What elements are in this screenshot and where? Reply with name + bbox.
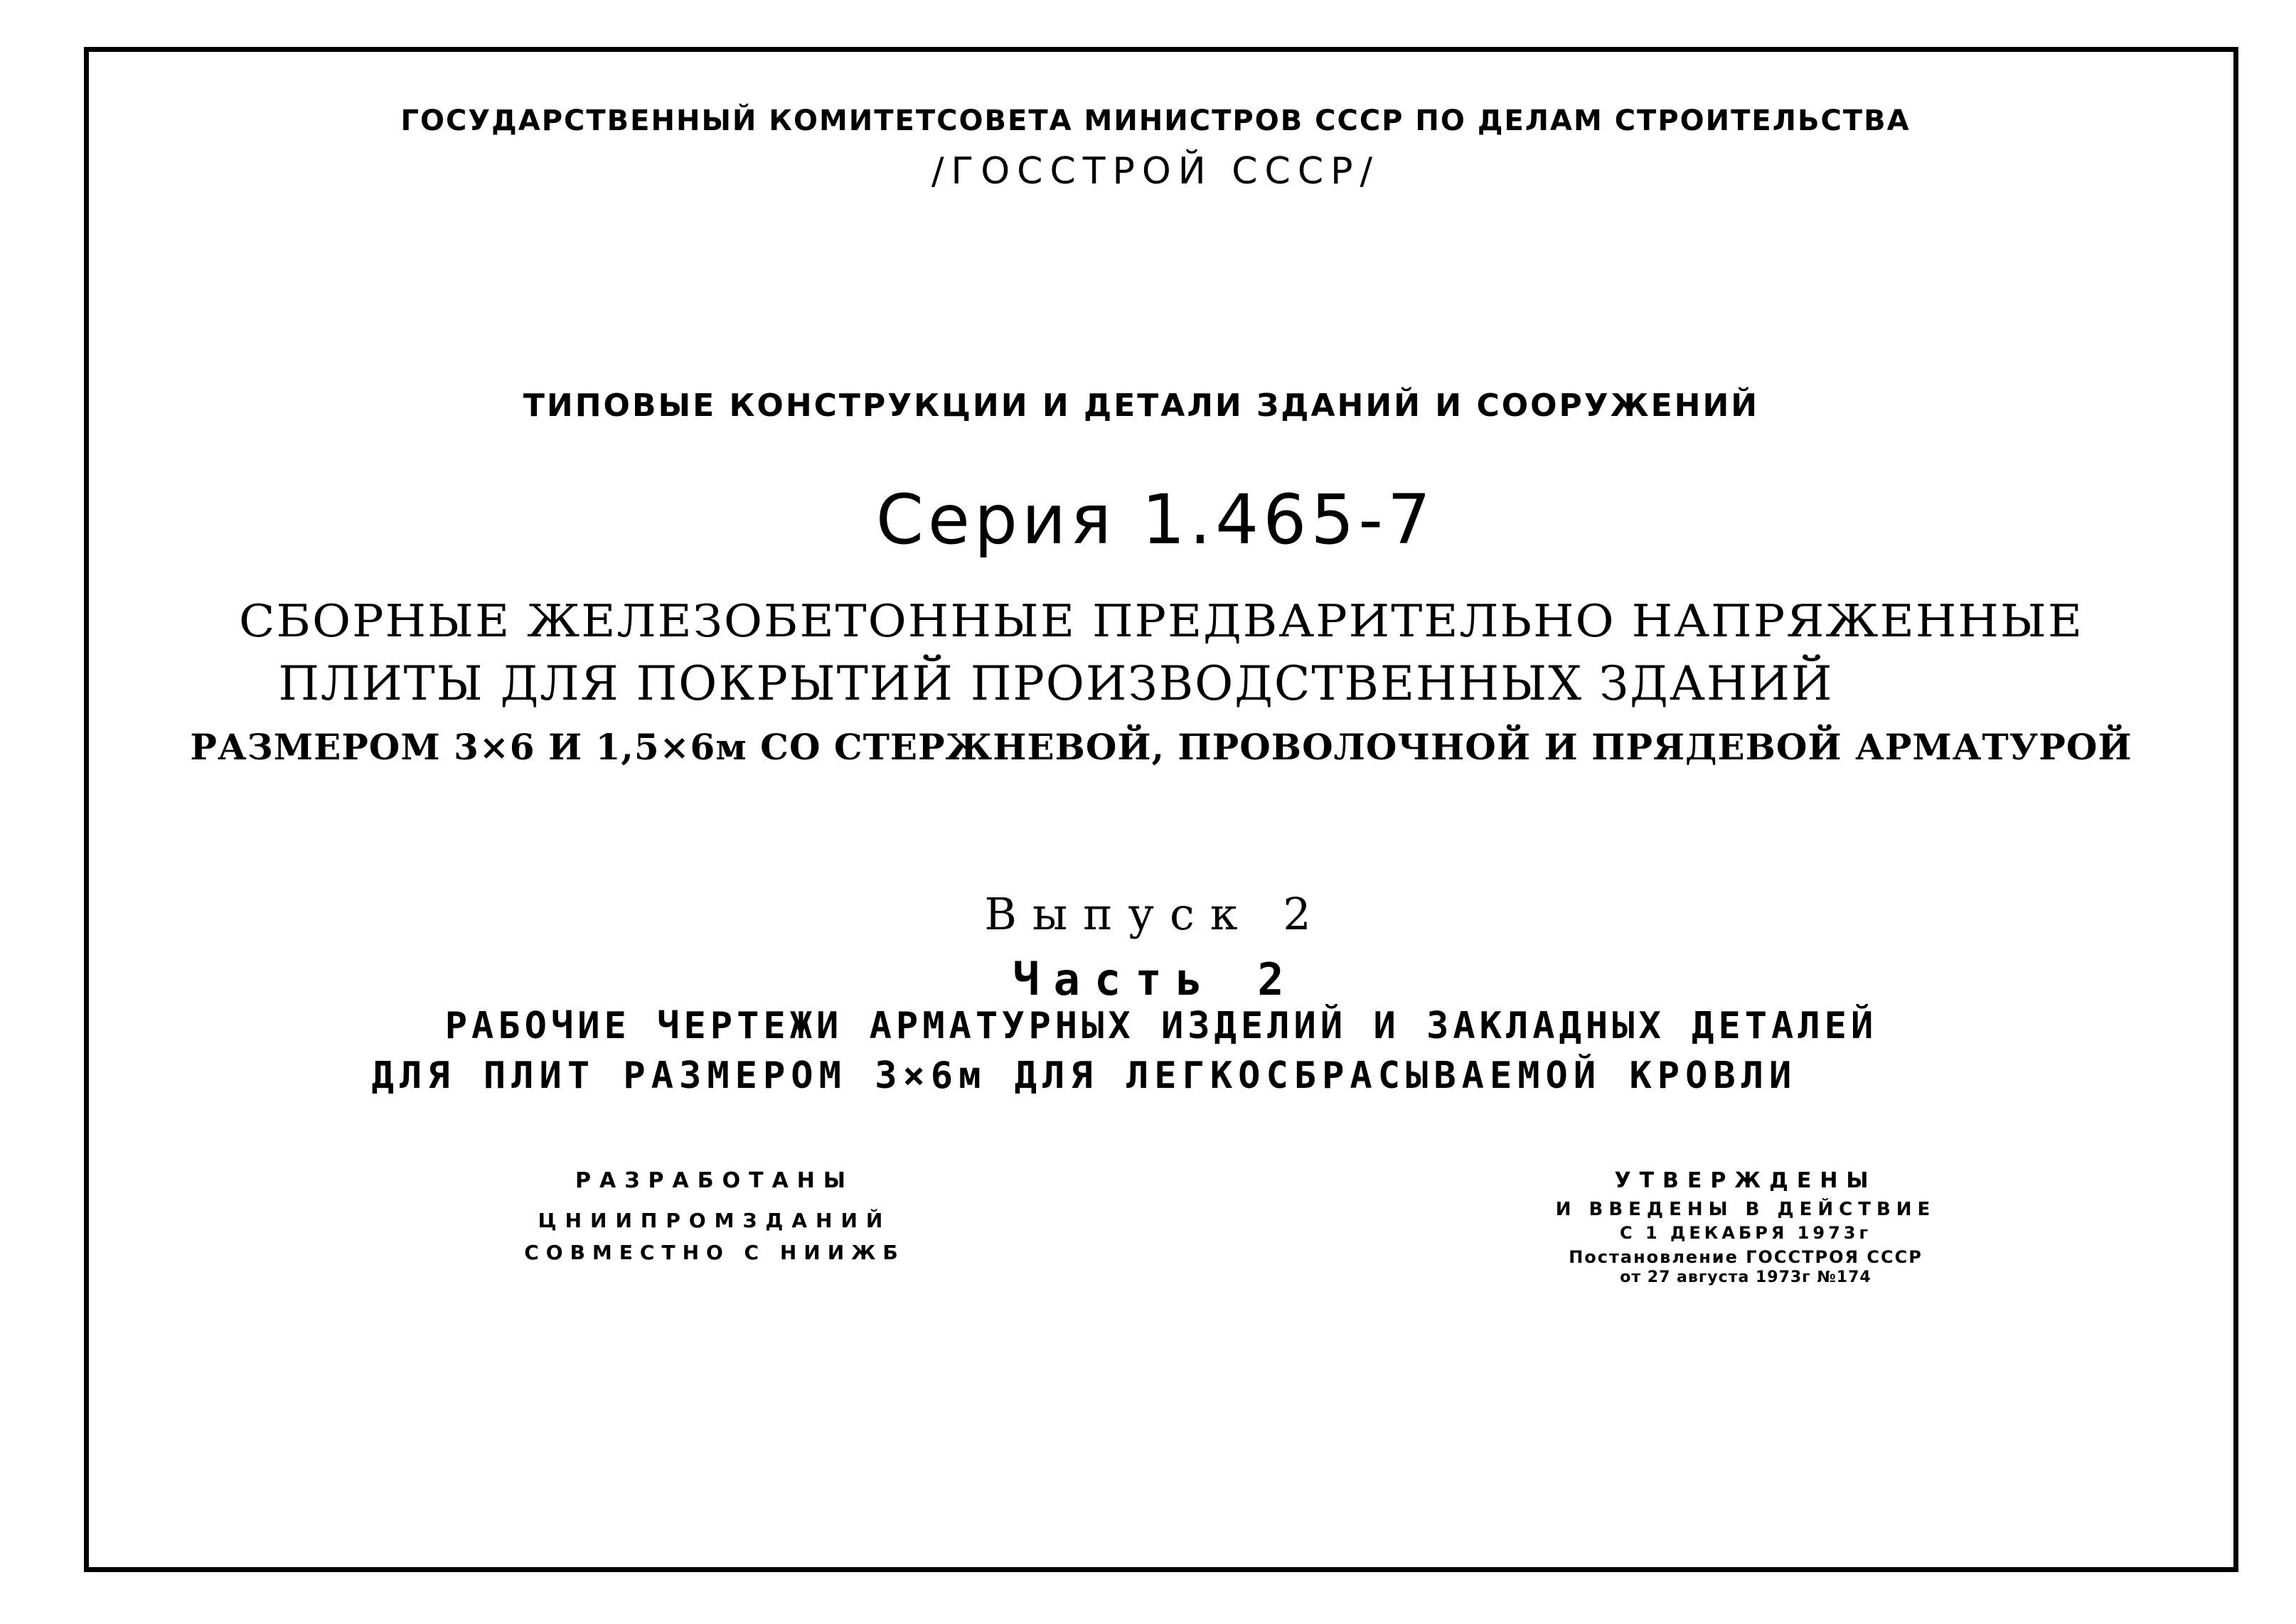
issue-label: Выпуск 2 (984, 888, 1327, 940)
approved-date: С 1 ДЕКАБРЯ 1973г (1619, 1223, 1872, 1243)
committee-heading: ГОСУДАРСТВЕННЫЙ КОМИТЕТСОВЕТА МИНИСТРОВ СССР ПО ДЕЛАМ СТРОИТЕЛЬСТВА (400, 105, 1911, 137)
series-collection-heading: ТИПОВЫЕ КОНСТРУКЦИИ И ДЕТАЛИ ЗДАНИЙ И СООРУЖЕНИЙ (523, 388, 1760, 424)
developer-partner: СОВМЕСТНО С НИИЖБ (524, 1241, 905, 1264)
approved-resolution: Постановление ГОССТРОЯ СССР (1569, 1247, 1923, 1267)
developed-by-block (459, 1168, 971, 1264)
subtitle-line-1: РАБОЧИЕ ЧЕРТЕЖИ АРМАТУРНЫХ ИЗДЕЛИЙ И ЗАКЛАДНЫХ ДЕТАЛЕЙ (444, 1005, 1878, 1047)
subtitle-line-2: ДЛЯ ПЛИТ РАЗМЕРОМ 3×6м ДЛЯ ЛЕГКОСБРАСЫВАЕМОЙ КРОВЛИ (371, 1054, 1798, 1097)
part-label: Часть 2 (1013, 953, 1298, 1005)
main-title-line-1: СБОРНЫЕ ЖЕЛЕЗОБЕТОННЫЕ ПРЕДВАРИТЕЛЬНО НАПРЯЖЕННЫЕ (238, 594, 2083, 648)
series-title: Серия 1.465-7 (875, 480, 1436, 560)
approved-resolution-date: от 27 августа 1973г №174 (1620, 1268, 1871, 1286)
approved-label: УТВЕРЖДЕНЫ (1614, 1168, 1877, 1193)
approved-enacted: И ВВЕДЕНЫ В ДЕЙСТВИЕ (1555, 1199, 1936, 1220)
main-title-line-2: ПЛИТЫ ДЛЯ ПОКРЫТИЙ ПРОИЗВОДСТВЕННЫХ ЗДАНИЙ (278, 656, 1834, 711)
main-title-line-3: РАЗМЕРОМ 3×6 И 1,5×6м СО СТЕРЖНЕВОЙ, ПРОВОЛОЧНОЙ И ПРЯДЕВОЙ АРМАТУРОЙ (190, 726, 2132, 768)
gosstroy-heading: /ГОССТРОЙ СССР/ (931, 150, 1380, 193)
developed-label: РАЗРАБОТАНЫ (575, 1168, 854, 1193)
approved-block (1426, 1168, 2066, 1286)
title-page-frame (84, 47, 2238, 1572)
developer-organization: ЦНИИПРОМЗДАНИЙ (538, 1209, 892, 1232)
